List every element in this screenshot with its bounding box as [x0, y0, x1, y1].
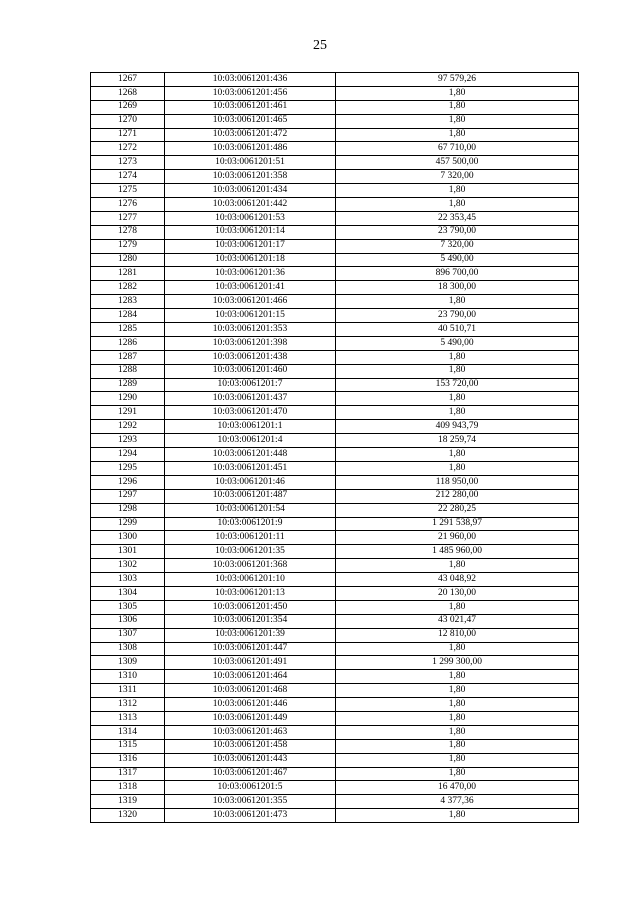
page-number: 25 — [313, 38, 327, 53]
table-row — [91, 614, 579, 628]
value-cell: 22 353,45 — [336, 211, 579, 225]
value-cell: 1 485 960,00 — [336, 545, 579, 559]
row-number-cell: 1291 — [91, 406, 165, 420]
cadastral-number-cell: 10:03:0061201:472 — [165, 128, 336, 142]
value-cell: 1,80 — [336, 753, 579, 767]
table-row — [91, 73, 579, 87]
table-row — [91, 684, 579, 698]
cadastral-number-cell: 10:03:0061201:41 — [165, 281, 336, 295]
cadastral-number-cell: 10:03:0061201:443 — [165, 753, 336, 767]
table-row — [91, 253, 579, 267]
row-number-cell: 1274 — [91, 170, 165, 184]
value-cell: 21 960,00 — [336, 531, 579, 545]
row-number-cell: 1299 — [91, 517, 165, 531]
value-cell: 1,80 — [336, 739, 579, 753]
row-number-cell: 1295 — [91, 461, 165, 475]
table-row — [91, 753, 579, 767]
value-cell: 7 320,00 — [336, 170, 579, 184]
cadastral-number-cell: 10:03:0061201:15 — [165, 309, 336, 323]
cadastral-number-cell: 10:03:0061201:451 — [165, 461, 336, 475]
row-number-cell: 1309 — [91, 656, 165, 670]
row-number-cell: 1294 — [91, 448, 165, 462]
value-cell: 7 320,00 — [336, 239, 579, 253]
value-cell: 16 470,00 — [336, 781, 579, 795]
cadastral-number-cell: 10:03:0061201:460 — [165, 364, 336, 378]
table-row — [91, 642, 579, 656]
value-cell: 20 130,00 — [336, 586, 579, 600]
row-number-cell: 1296 — [91, 475, 165, 489]
cadastral-number-cell: 10:03:0061201:7 — [165, 378, 336, 392]
row-number-cell: 1280 — [91, 253, 165, 267]
cadastral-number-cell: 10:03:0061201:353 — [165, 323, 336, 337]
cadastral-number-cell: 10:03:0061201:473 — [165, 809, 336, 823]
cadastral-number-cell: 10:03:0061201:54 — [165, 503, 336, 517]
cadastral-number-cell: 10:03:0061201:456 — [165, 86, 336, 100]
row-number-cell: 1306 — [91, 614, 165, 628]
row-number-cell: 1307 — [91, 628, 165, 642]
row-number-cell: 1268 — [91, 86, 165, 100]
row-number-cell: 1308 — [91, 642, 165, 656]
row-number-cell: 1300 — [91, 531, 165, 545]
row-number-cell: 1279 — [91, 239, 165, 253]
row-number-cell: 1297 — [91, 489, 165, 503]
value-cell: 1,80 — [336, 350, 579, 364]
table-row — [91, 573, 579, 587]
table-row — [91, 170, 579, 184]
cadastral-number-cell: 10:03:0061201:448 — [165, 448, 336, 462]
value-cell: 1,80 — [336, 184, 579, 198]
row-number-cell: 1316 — [91, 753, 165, 767]
row-number-cell: 1272 — [91, 142, 165, 156]
value-cell: 67 710,00 — [336, 142, 579, 156]
cadastral-number-cell: 10:03:0061201:463 — [165, 725, 336, 739]
value-cell: 5 490,00 — [336, 336, 579, 350]
cadastral-number-cell: 10:03:0061201:11 — [165, 531, 336, 545]
row-number-cell: 1312 — [91, 698, 165, 712]
table-row — [91, 86, 579, 100]
row-number-cell: 1276 — [91, 198, 165, 212]
row-number-cell: 1290 — [91, 392, 165, 406]
cadastral-number-cell: 10:03:0061201:53 — [165, 211, 336, 225]
table-row — [91, 142, 579, 156]
cadastral-number-cell: 10:03:0061201:5 — [165, 781, 336, 795]
cadastral-number-cell: 10:03:0061201:446 — [165, 698, 336, 712]
row-number-cell: 1285 — [91, 323, 165, 337]
table-row — [91, 406, 579, 420]
value-cell: 409 943,79 — [336, 420, 579, 434]
row-number-cell: 1302 — [91, 559, 165, 573]
cadastral-number-cell: 10:03:0061201:437 — [165, 392, 336, 406]
table-row — [91, 739, 579, 753]
table-row — [91, 503, 579, 517]
cadastral-number-cell: 10:03:0061201:470 — [165, 406, 336, 420]
row-number-cell: 1315 — [91, 739, 165, 753]
row-number-cell: 1301 — [91, 545, 165, 559]
cadastral-number-cell: 10:03:0061201:461 — [165, 100, 336, 114]
row-number-cell: 1298 — [91, 503, 165, 517]
row-number-cell: 1314 — [91, 725, 165, 739]
cadastral-number-cell: 10:03:0061201:46 — [165, 475, 336, 489]
value-cell: 118 950,00 — [336, 475, 579, 489]
cadastral-number-cell: 10:03:0061201:434 — [165, 184, 336, 198]
cadastral-number-cell: 10:03:0061201:458 — [165, 739, 336, 753]
table-row — [91, 295, 579, 309]
table-row — [91, 225, 579, 239]
cadastral-number-cell: 10:03:0061201:18 — [165, 253, 336, 267]
row-number-cell: 1287 — [91, 350, 165, 364]
table-row — [91, 114, 579, 128]
row-number-cell: 1270 — [91, 114, 165, 128]
cadastral-number-cell: 10:03:0061201:491 — [165, 656, 336, 670]
row-number-cell: 1288 — [91, 364, 165, 378]
cadastral-number-cell: 10:03:0061201:486 — [165, 142, 336, 156]
cadastral-number-cell: 10:03:0061201:1 — [165, 420, 336, 434]
value-cell: 1,80 — [336, 100, 579, 114]
row-number-cell: 1273 — [91, 156, 165, 170]
table-row — [91, 461, 579, 475]
table-row — [91, 448, 579, 462]
table-row — [91, 725, 579, 739]
row-number-cell: 1318 — [91, 781, 165, 795]
cadastral-value-table — [90, 72, 579, 823]
cadastral-number-cell: 10:03:0061201:39 — [165, 628, 336, 642]
cadastral-number-cell: 10:03:0061201:464 — [165, 670, 336, 684]
table-row — [91, 600, 579, 614]
cadastral-number-cell: 10:03:0061201:467 — [165, 767, 336, 781]
value-cell: 97 579,26 — [336, 73, 579, 87]
table-row — [91, 281, 579, 295]
table-row — [91, 239, 579, 253]
table-row — [91, 809, 579, 823]
table-row — [91, 364, 579, 378]
value-cell: 1,80 — [336, 128, 579, 142]
row-number-cell: 1278 — [91, 225, 165, 239]
cadastral-number-cell: 10:03:0061201:442 — [165, 198, 336, 212]
table-row — [91, 309, 579, 323]
value-cell: 1,80 — [336, 406, 579, 420]
value-cell: 22 280,25 — [336, 503, 579, 517]
cadastral-number-cell: 10:03:0061201:438 — [165, 350, 336, 364]
table-row — [91, 267, 579, 281]
table-row — [91, 198, 579, 212]
row-number-cell: 1283 — [91, 295, 165, 309]
cadastral-number-cell: 10:03:0061201:35 — [165, 545, 336, 559]
cadastral-number-cell: 10:03:0061201:354 — [165, 614, 336, 628]
row-number-cell: 1289 — [91, 378, 165, 392]
table-row — [91, 531, 579, 545]
cadastral-number-cell: 10:03:0061201:358 — [165, 170, 336, 184]
table-row — [91, 656, 579, 670]
table-row — [91, 698, 579, 712]
row-number-cell: 1286 — [91, 336, 165, 350]
cadastral-number-cell: 10:03:0061201:13 — [165, 586, 336, 600]
value-cell: 1,80 — [336, 684, 579, 698]
value-cell: 212 280,00 — [336, 489, 579, 503]
value-cell: 1,80 — [336, 670, 579, 684]
row-number-cell: 1275 — [91, 184, 165, 198]
value-cell: 1,80 — [336, 725, 579, 739]
value-cell: 1,80 — [336, 448, 579, 462]
table-row — [91, 795, 579, 809]
table-row — [91, 420, 579, 434]
cadastral-number-cell: 10:03:0061201:17 — [165, 239, 336, 253]
value-cell: 23 790,00 — [336, 225, 579, 239]
value-cell: 18 259,74 — [336, 434, 579, 448]
row-number-cell: 1271 — [91, 128, 165, 142]
table-row — [91, 184, 579, 198]
table-row — [91, 489, 579, 503]
row-number-cell: 1281 — [91, 267, 165, 281]
row-number-cell: 1311 — [91, 684, 165, 698]
value-cell: 40 510,71 — [336, 323, 579, 337]
cadastral-number-cell: 10:03:0061201:465 — [165, 114, 336, 128]
value-cell: 1,80 — [336, 86, 579, 100]
value-cell: 1,80 — [336, 559, 579, 573]
row-number-cell: 1320 — [91, 809, 165, 823]
value-cell: 1,80 — [336, 392, 579, 406]
table-row — [91, 350, 579, 364]
table-row — [91, 100, 579, 114]
table-row — [91, 211, 579, 225]
table-row — [91, 392, 579, 406]
value-cell: 1,80 — [336, 767, 579, 781]
table-row — [91, 545, 579, 559]
value-cell: 896 700,00 — [336, 267, 579, 281]
value-cell: 23 790,00 — [336, 309, 579, 323]
table-row — [91, 559, 579, 573]
row-number-cell: 1310 — [91, 670, 165, 684]
cadastral-number-cell: 10:03:0061201:4 — [165, 434, 336, 448]
value-cell: 1,80 — [336, 198, 579, 212]
cadastral-number-cell: 10:03:0061201:14 — [165, 225, 336, 239]
value-cell: 1,80 — [336, 461, 579, 475]
value-cell: 1 291 538,97 — [336, 517, 579, 531]
cadastral-number-cell: 10:03:0061201:398 — [165, 336, 336, 350]
cadastral-number-cell: 10:03:0061201:436 — [165, 73, 336, 87]
value-cell: 1,80 — [336, 711, 579, 725]
table-row — [91, 128, 579, 142]
cadastral-number-cell: 10:03:0061201:466 — [165, 295, 336, 309]
cadastral-number-cell: 10:03:0061201:449 — [165, 711, 336, 725]
cadastral-number-cell: 10:03:0061201:9 — [165, 517, 336, 531]
value-cell: 4 377,36 — [336, 795, 579, 809]
row-number-cell: 1305 — [91, 600, 165, 614]
value-cell: 18 300,00 — [336, 281, 579, 295]
value-cell: 1,80 — [336, 698, 579, 712]
value-cell: 153 720,00 — [336, 378, 579, 392]
row-number-cell: 1284 — [91, 309, 165, 323]
table-body — [91, 73, 579, 823]
table-row — [91, 336, 579, 350]
table-row — [91, 517, 579, 531]
cadastral-number-cell: 10:03:0061201:487 — [165, 489, 336, 503]
row-number-cell: 1303 — [91, 573, 165, 587]
row-number-cell: 1319 — [91, 795, 165, 809]
row-number-cell: 1282 — [91, 281, 165, 295]
table-row — [91, 628, 579, 642]
table-row — [91, 156, 579, 170]
row-number-cell: 1292 — [91, 420, 165, 434]
cadastral-number-cell: 10:03:0061201:10 — [165, 573, 336, 587]
table-row — [91, 670, 579, 684]
value-cell: 1,80 — [336, 114, 579, 128]
table-row — [91, 767, 579, 781]
table-row — [91, 781, 579, 795]
cadastral-number-cell: 10:03:0061201:36 — [165, 267, 336, 281]
table-row — [91, 711, 579, 725]
value-cell: 1,80 — [336, 600, 579, 614]
value-cell: 43 048,92 — [336, 573, 579, 587]
table-row — [91, 475, 579, 489]
table-row — [91, 586, 579, 600]
row-number-cell: 1313 — [91, 711, 165, 725]
table-row — [91, 434, 579, 448]
value-cell: 43 021,47 — [336, 614, 579, 628]
cadastral-number-cell: 10:03:0061201:468 — [165, 684, 336, 698]
row-number-cell: 1269 — [91, 100, 165, 114]
value-cell: 1 299 300,00 — [336, 656, 579, 670]
cadastral-number-cell: 10:03:0061201:51 — [165, 156, 336, 170]
row-number-cell: 1277 — [91, 211, 165, 225]
cadastral-number-cell: 10:03:0061201:368 — [165, 559, 336, 573]
row-number-cell: 1304 — [91, 586, 165, 600]
table-row — [91, 323, 579, 337]
value-cell: 1,80 — [336, 364, 579, 378]
cadastral-number-cell: 10:03:0061201:447 — [165, 642, 336, 656]
value-cell: 457 500,00 — [336, 156, 579, 170]
value-cell: 12 810,00 — [336, 628, 579, 642]
row-number-cell: 1293 — [91, 434, 165, 448]
table-row — [91, 378, 579, 392]
value-cell: 5 490,00 — [336, 253, 579, 267]
value-cell: 1,80 — [336, 642, 579, 656]
value-cell: 1,80 — [336, 295, 579, 309]
cadastral-number-cell: 10:03:0061201:450 — [165, 600, 336, 614]
row-number-cell: 1317 — [91, 767, 165, 781]
cadastral-number-cell: 10:03:0061201:355 — [165, 795, 336, 809]
row-number-cell: 1267 — [91, 73, 165, 87]
value-cell: 1,80 — [336, 809, 579, 823]
